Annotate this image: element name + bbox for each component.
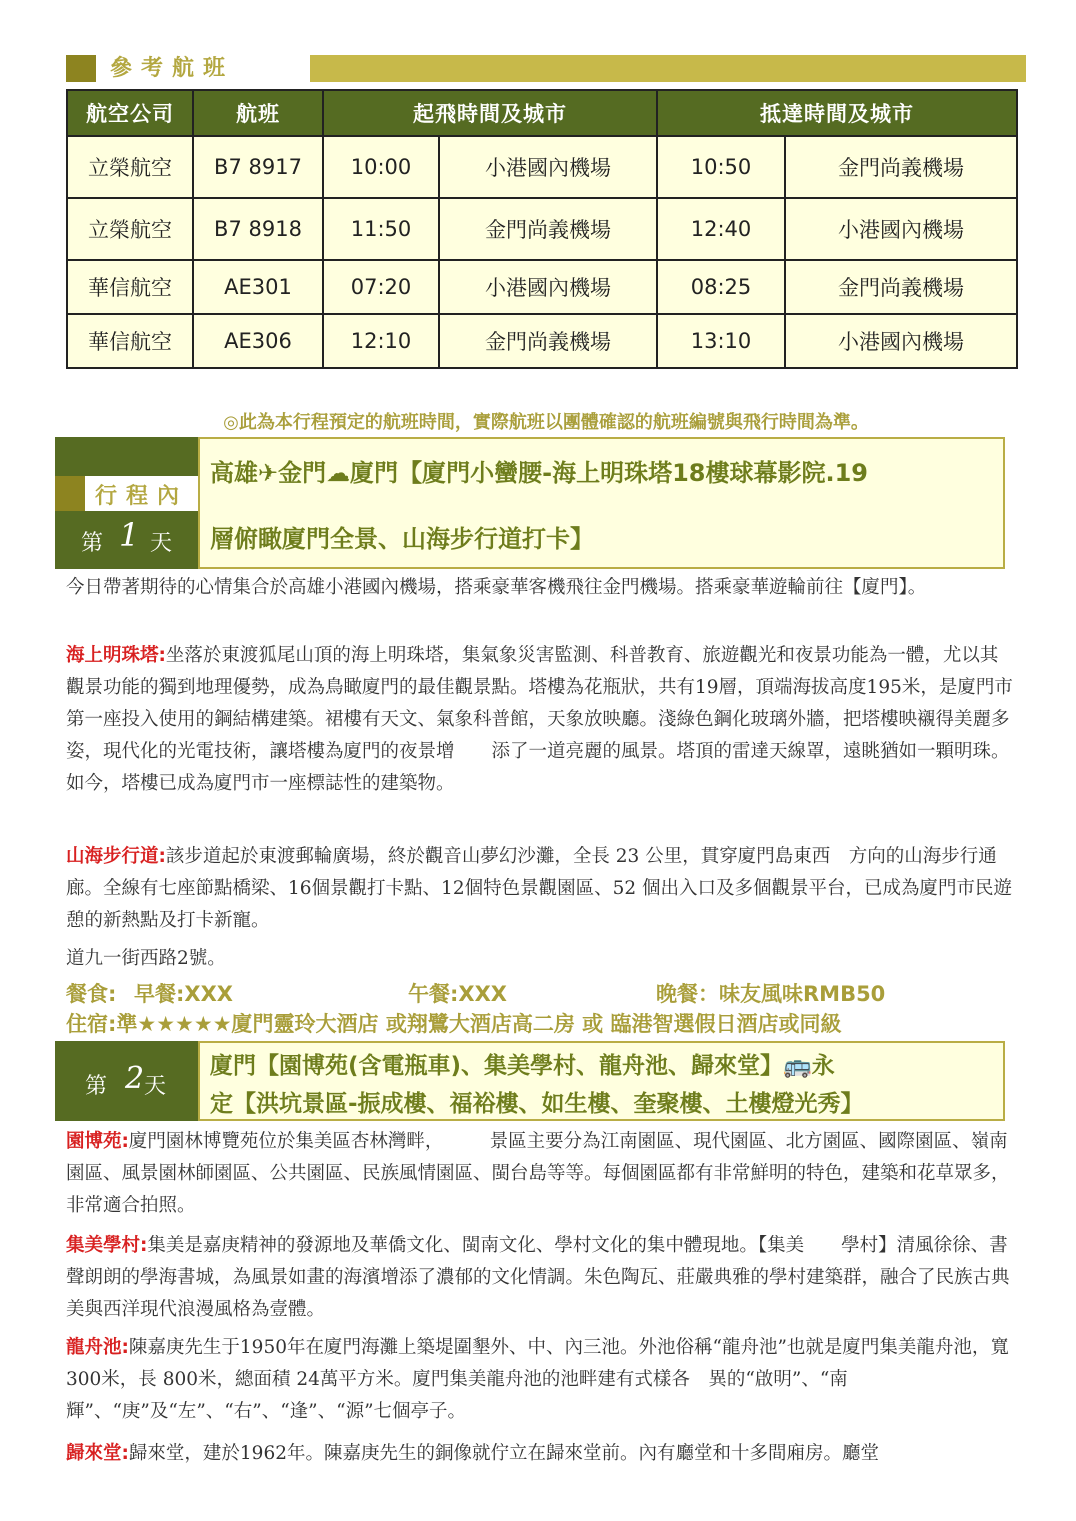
day-suffix: 天 — [150, 531, 173, 556]
cell-dep-city: 金門尚義機場 — [439, 314, 657, 368]
cell-airline: 華信航空 — [67, 260, 193, 314]
cell-arr-time: 10:50 — [657, 136, 785, 198]
day2-badge — [55, 1041, 198, 1121]
col-arrival: 抵達時間及城市 — [657, 90, 1017, 136]
day1-title-line2: 層俯瞰廈門全景、山海步行道打卡】 — [210, 525, 594, 553]
cell-dep-time: 10:00 — [323, 136, 439, 198]
meal-label: 餐食: — [66, 982, 117, 1006]
day1-header-band — [55, 437, 198, 476]
flight-note: ◎此為本行程預定的航班時間，實際航班以團體確認的航班編號與飛行時間為準。 — [223, 412, 869, 433]
cell-arr-time: 13:10 — [657, 314, 785, 368]
cell-arr-city: 金門尚義機場 — [785, 260, 1017, 314]
jimei-paragraph — [66, 1230, 1016, 1326]
dragon-pool-text: 陳嘉庚先生于1950年在廈門海灘上築堤圍墾外、中、內三池。外池俗稱“龍舟池”也就是廈門集美龍舟池，寬300米，長 800米，總面積 24萬平方米。廈門集美龍舟池的池畔建有式樣各 異的“啟明”、“南輝”、“庚”及“左”、“右”、“逢”、“源”七個亭子。 — [66, 1337, 1009, 1422]
jimei-text: 集美是嘉庚精神的發源地及華僑文化、閩南文化、學村文化的集中體現地。【集美 學村】清風徐徐、書聲朗朗的學海書城，為風景如畫的海濱增添了濃郁的文化情調。朱色陶瓦、莊嚴典雅的學村建築群，融合了民族古典美與西洋現代浪漫風格為壹體。 — [66, 1235, 1010, 1320]
cell-flight: B7 8917 — [193, 136, 323, 198]
tower-title: 海上明珠塔: — [66, 645, 166, 666]
day1-intro: 今日帶著期待的心情集合於高雄小港國內機場，搭乘豪華客機飛往金門機場。搭乘豪華遊輪前往【廈門】。 — [66, 577, 927, 598]
cell-flight: AE301 — [193, 260, 323, 314]
garden-text: 廈門園林博覽苑位於集美區杏林灣畔， 景區主要分為江南園區、現代園區、北方園區、國際園區、嶺南園區、風景園林師園區、公共園區、民族風情園區、閩台島等等。每個園區都有非常鮮明的特色，建築和花草眾多，非常適合拍照。 — [66, 1131, 1010, 1216]
day2-header — [55, 1041, 1005, 1121]
cell-dep-city: 小港國內機場 — [439, 260, 657, 314]
day2-title-line2: 定【洪坑景區-振成樓、福裕樓、如生樓、奎聚樓、土樓燈光秀】 — [210, 1091, 864, 1117]
cell-dep-time: 11:50 — [323, 198, 439, 260]
hotel-info: 住宿:準★★★★★廈門靈玲大酒店 或翔鷺大酒店高二房 或 臨港智選假日酒店或同級 — [66, 1012, 842, 1036]
day1-title-line1: 高雄✈金門☁廈門【廈門小蠻腰-海上明珠塔18樓球幕影院.19 — [210, 459, 868, 487]
cell-flight: AE306 — [193, 314, 323, 368]
cell-arr-city: 小港國內機場 — [785, 314, 1017, 368]
guilai-paragraph — [66, 1438, 1016, 1470]
itinerary-label-marker — [55, 476, 85, 511]
dragon-pool-title: 龍舟池: — [66, 1337, 129, 1358]
col-airline: 航空公司 — [67, 90, 193, 136]
itinerary-label: 行程內 — [95, 484, 189, 509]
day-prefix: 第 — [81, 531, 104, 556]
flight-table — [66, 89, 1018, 369]
trail-paragraph — [66, 841, 1016, 937]
day-number: 2 — [125, 1061, 145, 1096]
day2-title-box — [198, 1041, 1005, 1121]
cell-dep-time: 12:10 — [323, 314, 439, 368]
cell-dep-city: 小港國內機場 — [439, 136, 657, 198]
garden-title: 園博苑: — [66, 1131, 129, 1152]
day-number: 1 — [119, 516, 140, 554]
cell-airline: 立榮航空 — [67, 198, 193, 260]
table-row — [67, 198, 1017, 260]
trail-text: 該步道起於東渡郵輪廣場，終於觀音山夢幻沙灘，全長 23 公里，貫穿廈門島東西 方向的山海步行通廊。全線有七座節點橋梁、16個景觀打卡點、12個特色景觀園區、52 個出入口及多個觀景平台，已成為廈門市民遊憩的新熱點及打卡新寵。 — [66, 846, 1013, 931]
col-flight: 航班 — [193, 90, 323, 136]
flight-table-header-row — [67, 90, 1017, 136]
day2-title-line1: 廈門【園博苑(含電瓶車)、集美學村、龍舟池、歸來堂】🚌永 — [210, 1053, 835, 1079]
day-prefix: 第 — [85, 1074, 108, 1099]
cell-airline: 立榮航空 — [67, 136, 193, 198]
guilai-text: 歸來堂，建於1962年。陳嘉庚先生的銅像就佇立在歸來堂前。內有廳堂和十多間廂房。廳堂 — [128, 1443, 879, 1464]
day1-badge — [55, 511, 198, 569]
section-marker — [66, 55, 96, 82]
guilai-title: 歸來堂: — [66, 1443, 129, 1464]
day-suffix: 天 — [144, 1074, 167, 1099]
table-row — [67, 136, 1017, 198]
meals-row — [66, 978, 1016, 1008]
table-row — [67, 260, 1017, 314]
cell-dep-time: 07:20 — [323, 260, 439, 314]
cell-flight: B7 8918 — [193, 198, 323, 260]
cell-arr-city: 小港國內機場 — [785, 198, 1017, 260]
cell-arr-city: 金門尚義機場 — [785, 136, 1017, 198]
cell-airline: 華信航空 — [67, 314, 193, 368]
tower-text: 坐落於東渡狐尾山頂的海上明珠塔，集氣象災害監測、科普教育、旅遊觀光和夜景功能為一體，尤以其觀景功能的獨到地理優勢，成為鳥瞰廈門的最佳觀景點。塔樓為花瓶狀，共有19層，頂端海拔高度195米，是廈門市第一座投入使用的鋼結構建築。裙樓有天文、氣象科普館，天象放映廳。淺綠色鋼化玻璃外牆，把塔樓映襯得美麗多姿，現代化的光電技術，讓塔樓為廈門的夜景增 添了一道亮麗的風景。塔頂的雷達天線罩，遠眺猶如一顆明珠。如今，塔樓已成為廈門市一座標誌性的建築物。 — [66, 645, 1013, 794]
jimei-title: 集美學村: — [66, 1235, 148, 1256]
itinerary-label-box — [55, 476, 198, 511]
table-row — [67, 314, 1017, 368]
cell-arr-time: 12:40 — [657, 198, 785, 260]
cell-arr-time: 08:25 — [657, 260, 785, 314]
dragon-pool-paragraph — [66, 1332, 1016, 1428]
day1-header — [55, 437, 1005, 569]
flight-section-bar — [66, 55, 1026, 82]
tower-paragraph — [66, 640, 1016, 800]
lunch: 午餐:XXX — [408, 982, 507, 1006]
address-text: 道九一街西路2號。 — [66, 948, 226, 969]
trail-title: 山海步行道: — [66, 846, 166, 867]
garden-paragraph — [66, 1126, 1016, 1222]
dinner: 晚餐：味友風味RMB50 — [656, 982, 886, 1006]
breakfast: 早餐:XXX — [134, 982, 233, 1006]
col-departure: 起飛時間及城市 — [323, 90, 657, 136]
cell-dep-city: 金門尚義機場 — [439, 198, 657, 260]
day1-title-box — [198, 437, 1005, 569]
flight-section-label: 參考航班 — [96, 55, 310, 82]
